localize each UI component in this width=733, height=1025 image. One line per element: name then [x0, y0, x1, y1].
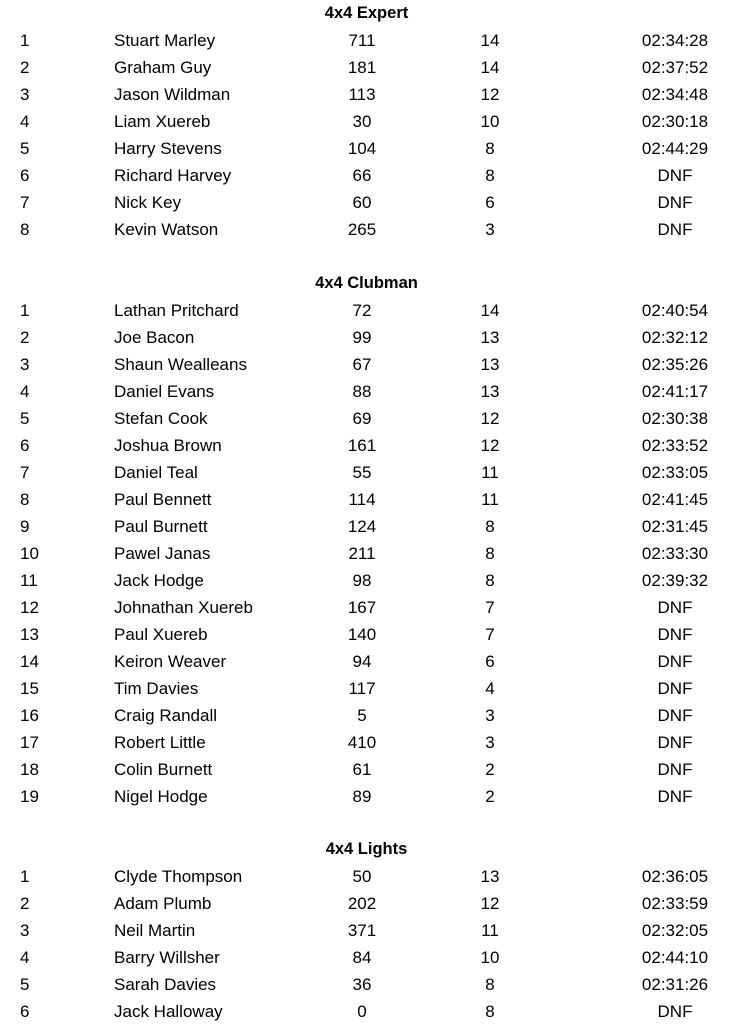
position-cell: 1: [20, 867, 30, 886]
driver-name-cell: Pawel Janas: [114, 544, 211, 563]
table-row: [0, 108, 733, 135]
time-cell: 02:30:18: [641, 112, 709, 131]
driver-name-cell: Lathan Pritchard: [114, 301, 239, 320]
table-row: [0, 135, 733, 162]
laps-cell: 3: [485, 706, 495, 725]
position-cell: 17: [20, 733, 39, 752]
driver-name-cell: Stuart Marley: [114, 31, 216, 50]
time-cell: DNF: [657, 733, 693, 752]
laps-cell: 8: [485, 139, 495, 158]
laps-cell: 13: [480, 867, 500, 886]
position-cell: 10: [20, 544, 39, 563]
table-row: [0, 351, 733, 378]
laps-cell: 11: [481, 463, 499, 482]
laps-cell: 8: [485, 517, 495, 536]
section-title: 4x4 Expert: [324, 4, 409, 22]
position-cell: 19: [20, 787, 39, 806]
time-cell: DNF: [657, 787, 693, 806]
position-cell: 7: [20, 193, 30, 212]
table-row: [0, 648, 733, 675]
time-cell: DNF: [657, 1002, 693, 1021]
time-cell: 02:32:12: [641, 328, 709, 347]
position-cell: 14: [20, 652, 39, 671]
table-row: [0, 783, 733, 810]
table-row: [0, 81, 733, 108]
car-number-cell: 60: [352, 193, 372, 212]
position-cell: 9: [20, 517, 30, 536]
table-row: [0, 189, 733, 216]
position-cell: 4: [20, 948, 30, 967]
time-cell: DNF: [657, 652, 693, 671]
car-number-cell: 99: [352, 328, 372, 347]
results-table: [0, 27, 733, 243]
car-number-cell: 61: [352, 760, 372, 779]
laps-cell: 3: [485, 220, 495, 239]
driver-name-cell: Richard Harvey: [114, 166, 232, 185]
position-cell: 5: [20, 975, 30, 994]
laps-cell: 8: [485, 544, 495, 563]
position-cell: 3: [20, 921, 30, 940]
table-row: [0, 971, 733, 998]
car-number-cell: 67: [352, 355, 372, 374]
car-number-cell: 98: [352, 571, 372, 590]
position-cell: 4: [20, 112, 30, 131]
table-row: [0, 621, 733, 648]
laps-cell: 4: [485, 679, 495, 698]
car-number-cell: 94: [352, 652, 372, 671]
driver-name-cell: Kevin Watson: [114, 220, 219, 239]
table-row: [0, 540, 733, 567]
driver-name-cell: Harry Stevens: [114, 139, 222, 158]
time-cell: DNF: [657, 625, 693, 644]
car-number-cell: 0: [357, 1002, 367, 1021]
laps-cell: 8: [485, 975, 495, 994]
table-row: [0, 297, 733, 324]
time-cell: 02:44:29: [641, 139, 709, 158]
laps-cell: 14: [480, 31, 500, 50]
time-cell: DNF: [657, 760, 693, 779]
car-number-cell: 124: [347, 517, 377, 536]
driver-name-cell: Craig Randall: [114, 706, 217, 725]
laps-cell: 2: [485, 787, 495, 806]
driver-name-cell: Robert Little: [114, 733, 206, 752]
table-row: [0, 702, 733, 729]
laps-cell: 12: [480, 436, 500, 455]
table-row: [0, 594, 733, 621]
time-cell: 02:34:48: [641, 85, 709, 104]
driver-name-cell: Daniel Teal: [114, 463, 198, 482]
laps-cell: 12: [480, 409, 500, 428]
time-cell: 02:33:52: [641, 436, 709, 455]
car-number-cell: 167: [347, 598, 377, 617]
table-row: [0, 513, 733, 540]
driver-name-cell: Johnathan Xuereb: [114, 598, 253, 617]
laps-cell: 13: [480, 355, 500, 374]
position-cell: 8: [20, 220, 30, 239]
time-cell: 02:34:28: [641, 31, 709, 50]
table-row: [0, 675, 733, 702]
position-cell: 2: [20, 894, 30, 913]
table-row: [0, 216, 733, 243]
position-cell: 3: [20, 85, 30, 104]
driver-name-cell: Stefan Cook: [114, 409, 208, 428]
driver-name-cell: Barry Willsher: [114, 948, 220, 967]
time-cell: 02:30:38: [641, 409, 709, 428]
section-title: 4x4 Lights: [325, 840, 408, 858]
car-number-cell: 113: [348, 85, 376, 104]
driver-name-cell: Jack Hodge: [114, 571, 204, 590]
car-number-cell: 161: [347, 436, 377, 455]
position-cell: 8: [20, 490, 30, 509]
time-cell: 02:33:05: [641, 463, 709, 482]
laps-cell: 10: [480, 948, 500, 967]
position-cell: 13: [20, 625, 39, 644]
position-cell: 6: [20, 166, 30, 185]
car-number-cell: 30: [352, 112, 372, 131]
position-cell: 5: [20, 139, 30, 158]
driver-name-cell: Graham Guy: [114, 58, 212, 77]
position-cell: 4: [20, 382, 30, 401]
driver-name-cell: Joe Bacon: [114, 328, 195, 347]
time-cell: 02:31:45: [641, 517, 709, 536]
car-number-cell: 114: [348, 490, 376, 509]
position-cell: 5: [20, 409, 30, 428]
laps-cell: 7: [485, 598, 495, 617]
table-row: [0, 890, 733, 917]
results-table: [0, 863, 733, 1025]
time-cell: DNF: [657, 679, 693, 698]
time-cell: 02:41:17: [641, 382, 709, 401]
position-cell: 18: [20, 760, 39, 779]
time-cell: 02:31:26: [641, 975, 709, 994]
driver-name-cell: Sarah Davies: [114, 975, 217, 994]
table-row: [0, 567, 733, 594]
driver-name-cell: Jack Halloway: [114, 1002, 223, 1021]
table-row: [0, 432, 733, 459]
time-cell: 02:32:05: [641, 921, 709, 940]
time-cell: 02:44:10: [641, 948, 709, 967]
car-number-cell: 55: [352, 463, 372, 482]
table-row: [0, 998, 733, 1025]
time-cell: 02:33:59: [641, 894, 709, 913]
table-row: [0, 27, 733, 54]
table-row: [0, 486, 733, 513]
car-number-cell: 181: [347, 58, 377, 77]
time-cell: 02:39:32: [641, 571, 709, 590]
time-cell: 02:33:30: [641, 544, 709, 563]
driver-name-cell: Liam Xuereb: [114, 112, 211, 131]
laps-cell: 14: [480, 58, 500, 77]
laps-cell: 6: [485, 652, 495, 671]
car-number-cell: 72: [352, 301, 372, 320]
table-row: [0, 162, 733, 189]
position-cell: 6: [20, 1002, 30, 1021]
car-number-cell: 84: [352, 948, 372, 967]
car-number-cell: 50: [352, 867, 372, 886]
time-cell: DNF: [657, 166, 693, 185]
driver-name-cell: Paul Xuereb: [114, 625, 208, 644]
driver-name-cell: Tim Davies: [114, 679, 199, 698]
results-table: [0, 297, 733, 810]
position-cell: 6: [20, 436, 30, 455]
car-number-cell: 5: [357, 706, 367, 725]
laps-cell: 8: [485, 1002, 495, 1021]
time-cell: 02:37:52: [641, 58, 709, 77]
position-cell: 12: [20, 598, 39, 617]
position-cell: 11: [20, 571, 38, 590]
time-cell: DNF: [657, 706, 693, 725]
position-cell: 7: [20, 463, 30, 482]
car-number-cell: 66: [352, 166, 372, 185]
car-number-cell: 88: [352, 382, 372, 401]
car-number-cell: 104: [347, 139, 377, 158]
position-cell: 16: [20, 706, 39, 725]
laps-cell: 12: [480, 85, 500, 104]
time-cell: 02:36:05: [641, 867, 709, 886]
laps-cell: 10: [480, 112, 500, 131]
section-title: 4x4 Clubman: [315, 274, 418, 292]
driver-name-cell: Neil Martin: [114, 921, 196, 940]
driver-name-cell: Nick Key: [114, 193, 182, 212]
car-number-cell: 202: [347, 894, 377, 913]
time-cell: DNF: [657, 220, 693, 239]
car-number-cell: 117: [348, 679, 376, 698]
driver-name-cell: Clyde Thompson: [114, 867, 243, 886]
time-cell: 02:41:45: [641, 490, 709, 509]
car-number-cell: 711: [348, 31, 376, 50]
table-row: [0, 459, 733, 486]
driver-name-cell: Jason Wildman: [114, 85, 231, 104]
laps-cell: 8: [485, 571, 495, 590]
table-row: [0, 944, 733, 971]
car-number-cell: 69: [352, 409, 372, 428]
laps-cell: 13: [480, 328, 500, 347]
time-cell: 02:40:54: [641, 301, 709, 320]
driver-name-cell: Nigel Hodge: [114, 787, 208, 806]
car-number-cell: 211: [348, 544, 376, 563]
table-row: [0, 729, 733, 756]
time-cell: DNF: [657, 598, 693, 617]
laps-cell: 3: [485, 733, 495, 752]
position-cell: 3: [20, 355, 30, 374]
position-cell: 2: [20, 328, 30, 347]
laps-cell: 6: [485, 193, 495, 212]
driver-name-cell: Keiron Weaver: [114, 652, 227, 671]
position-cell: 15: [20, 679, 39, 698]
time-cell: DNF: [657, 193, 693, 212]
driver-name-cell: Adam Plumb: [114, 894, 212, 913]
laps-cell: 8: [485, 166, 495, 185]
laps-cell: 2: [485, 760, 495, 779]
laps-cell: 12: [480, 894, 500, 913]
car-number-cell: 371: [347, 921, 377, 940]
laps-cell: 14: [480, 301, 500, 320]
table-row: [0, 54, 733, 81]
driver-name-cell: Paul Bennett: [114, 490, 212, 509]
position-cell: 1: [20, 301, 30, 320]
position-cell: 1: [20, 31, 30, 50]
table-row: [0, 405, 733, 432]
car-number-cell: 410: [347, 733, 377, 752]
driver-name-cell: Joshua Brown: [114, 436, 222, 455]
table-row: [0, 863, 733, 890]
time-cell: 02:35:26: [641, 355, 709, 374]
table-row: [0, 917, 733, 944]
car-number-cell: 265: [347, 220, 377, 239]
driver-name-cell: Colin Burnett: [114, 760, 213, 779]
driver-name-cell: Paul Burnett: [114, 517, 208, 536]
car-number-cell: 140: [347, 625, 377, 644]
car-number-cell: 89: [352, 787, 372, 806]
table-row: [0, 756, 733, 783]
driver-name-cell: Shaun Wealleans: [114, 355, 247, 374]
table-row: [0, 324, 733, 351]
position-cell: 2: [20, 58, 30, 77]
car-number-cell: 36: [352, 975, 372, 994]
laps-cell: 11: [481, 490, 499, 509]
laps-cell: 13: [480, 382, 500, 401]
table-row: [0, 378, 733, 405]
laps-cell: 11: [481, 921, 499, 940]
driver-name-cell: Daniel Evans: [114, 382, 215, 401]
laps-cell: 7: [485, 625, 495, 644]
